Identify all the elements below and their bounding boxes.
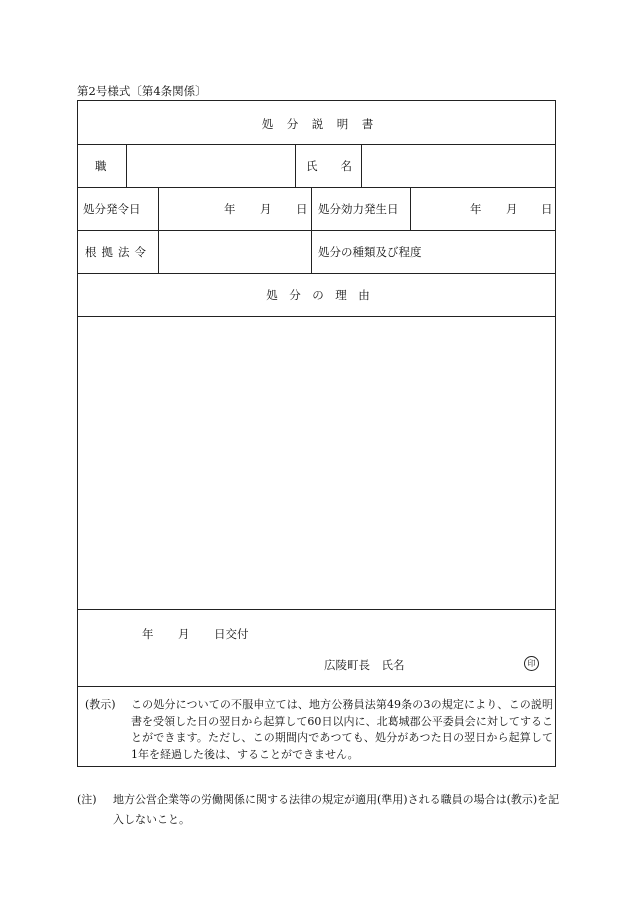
reason-field[interactable] [80, 318, 554, 608]
issue-day: 日 [296, 202, 308, 216]
form-title: 処 分 説 明 書 [261, 117, 375, 131]
divider [295, 144, 296, 187]
delivery-month: 月 [178, 627, 190, 641]
divider [78, 144, 555, 145]
footnote [77, 790, 567, 830]
notice-label: (教示) [85, 698, 116, 711]
divider [78, 316, 555, 317]
legal-basis-field[interactable] [159, 232, 310, 272]
divider [78, 273, 555, 274]
divider [78, 609, 555, 610]
divider [78, 686, 555, 687]
issuer-label: 広陵町長 氏名 [324, 658, 405, 672]
name-label: 氏 名 [306, 159, 352, 173]
issue-date-label: 処分発令日 [83, 202, 141, 216]
notice-text: この処分についての不服申立ては、地方公務員法第49条の3の規定により、この説明書を受領した日の翌日から起算して60日以内に、北葛城郡公平委員会に対してすることができます。ただし、この期間内であつても、処分があつた日の翌日から起算して1年を経過した後は、することができません。 [131, 698, 553, 761]
seal-mark: 印 [524, 656, 539, 671]
effect-year: 年 [470, 202, 482, 216]
effect-day: 日 [541, 202, 553, 216]
divider [311, 187, 312, 273]
shoku-label: 職 [95, 159, 107, 173]
delivery-year: 年 [142, 627, 154, 641]
footnote-label: (注) [77, 793, 97, 806]
disposition-form [77, 100, 556, 767]
divider [78, 230, 555, 231]
footnote-text: 地方公営企業等の労働関係に関する法律の規定が適用(準用)される職員の場合は(教示)を記入しないこと。 [113, 793, 560, 826]
effect-date-label: 処分効力発生日 [318, 202, 399, 216]
instruction-notice [85, 697, 553, 763]
disposition-kind-label: 処分の種類及び程度 [318, 245, 422, 259]
divider [410, 187, 411, 230]
form-number-label: 第2号様式〔第4条関係〕 [77, 84, 207, 98]
name-field[interactable] [362, 146, 554, 186]
legal-basis-label: 根拠法令 [85, 245, 151, 259]
divider [78, 187, 555, 188]
reason-title: 処 分 の 理 由 [266, 288, 370, 302]
effect-month: 月 [506, 202, 518, 216]
issue-month: 月 [260, 202, 272, 216]
issue-year: 年 [224, 202, 236, 216]
delivery-day: 日交付 [214, 627, 249, 641]
shoku-field[interactable] [127, 146, 294, 186]
